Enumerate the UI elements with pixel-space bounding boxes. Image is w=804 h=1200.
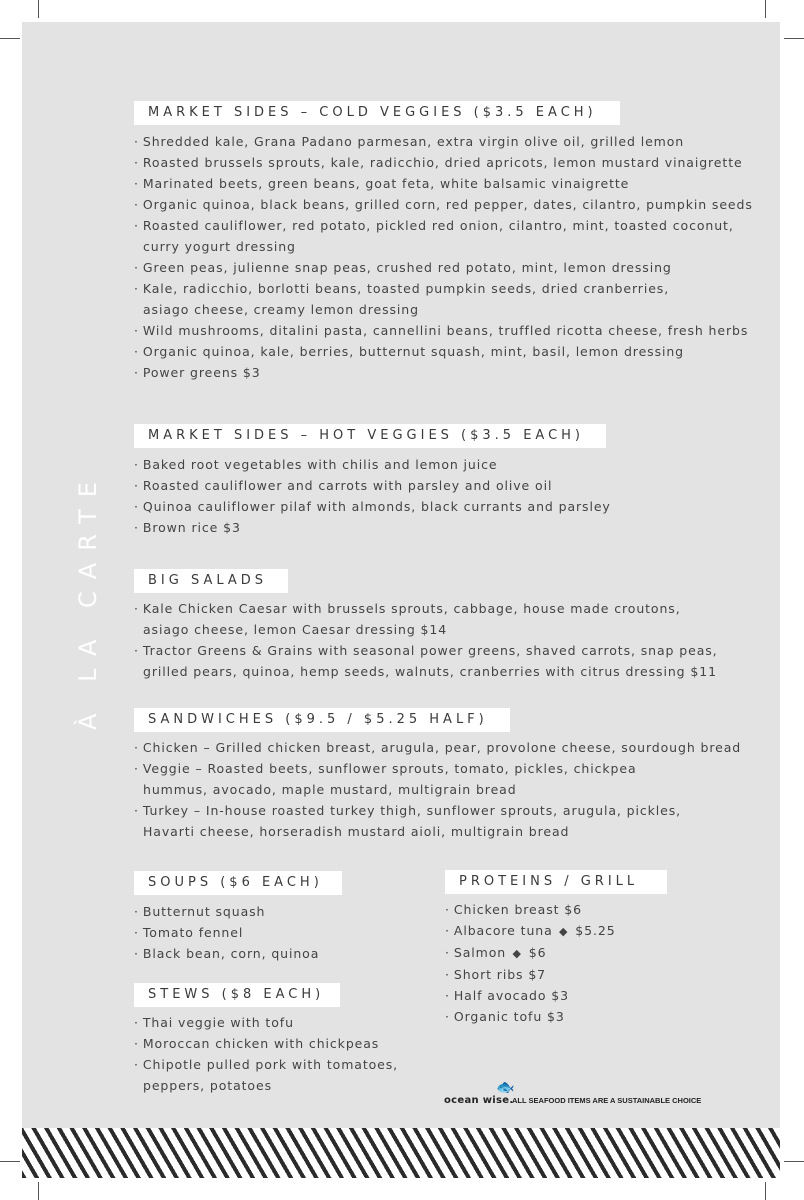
bullet: · [445,967,450,982]
menu-item [134,640,718,682]
menu-item [134,901,319,922]
protein-item [445,985,616,1006]
bullet: · [445,1009,450,1024]
list-stews [134,1012,398,1096]
menu-item-text: Turkey – In-house roasted turkey thigh, sunflower sprouts, arugula, pickles, [142,803,682,818]
menu-item [134,278,753,320]
bullet: · [134,740,139,755]
heading-hot-veggies: MARKET SIDES – HOT VEGGIES ($3.5 EACH) [134,424,606,448]
sustainable-note: ALL SEAFOOD ITEMS ARE A SUSTAINABLE CHOICE [512,1096,702,1105]
protein-item [445,942,616,964]
menu-item [134,737,741,758]
protein-name: Salmon [453,945,507,960]
list-hot-veggies [134,454,611,538]
protein-price: $6 [528,945,547,960]
menu-item-text: Chicken – Grilled chicken breast, arugula, pear, provolone cheese, sourdough bread [142,740,742,755]
menu-item-text-continued: curry yogurt dressing [143,239,296,254]
menu-item-text-continued: asiago cheese, creamy lemon dressing [143,302,419,317]
menu-item-text: Wild mushrooms, ditalini pasta, cannellini beans, truffled ricotta cheese, fresh herbs [142,323,749,338]
bullet: · [134,643,139,658]
bullet: · [445,945,450,960]
bullet: · [134,365,139,380]
bullet: · [134,344,139,359]
menu-item [134,173,753,194]
menu-item-text-continued: hummus, avocado, maple mustard, multigrain bread [143,782,517,797]
bullet: · [134,904,139,919]
list-soups [134,901,319,964]
bullet: · [134,478,139,493]
protein-price: $5.25 [575,923,616,938]
menu-item [134,922,319,943]
protein-price: $6 [564,902,583,917]
heading-sandwiches: SANDWICHES ($9.5 / $5.25 HALF) [134,708,510,732]
menu-item-text: Organic quinoa, kale, berries, butternut squash, mint, basil, lemon dressing [142,344,685,359]
bullet: · [445,988,450,1003]
crop-mark [784,1161,804,1162]
bullet: · [134,281,139,296]
bullet: · [134,155,139,170]
bullet: · [134,499,139,514]
menu-item-text: Roasted brussels sprouts, kale, radicchio, dried apricots, lemon mustard vinaigrette [142,155,743,170]
bullet: · [134,134,139,149]
menu-item-text: Black bean, corn, quinoa [142,946,320,961]
list-big-salads [134,598,718,682]
bullet: · [134,1057,139,1072]
protein-name: Chicken breast [453,902,560,917]
menu-item-text: Marinated beets, green beans, goat feta, white balsamic vinaigrette [142,176,630,191]
fish-icon: ◆ [508,947,522,960]
bullet: · [134,520,139,535]
menu-item [134,496,611,517]
bullet: · [134,803,139,818]
bullet: · [134,218,139,233]
list-proteins [445,899,616,1027]
menu-item-text: Kale, radicchio, borlotti beans, toasted pumpkin seeds, dried cranberries, [142,281,670,296]
menu-item-text: Kale Chicken Caesar with brussels sprouts, cabbage, house made croutons, [142,601,681,616]
heading-proteins-grill: PROTEINS / GRILL [445,870,667,894]
protein-price: $3 [547,1009,565,1024]
heading-soups: SOUPS ($6 EACH) [134,871,342,895]
menu-item-text: Shredded kale, Grana Padano parmesan, extra virgin olive oil, grilled lemon [142,134,685,149]
menu-item [134,1012,398,1033]
fish-icon: ◆ [554,925,569,938]
heading-big-salads: BIG SALADS [134,569,288,593]
menu-item-text: Butternut squash [142,904,266,919]
menu-item-text: Tomato fennel [142,925,244,940]
menu-item [134,362,753,383]
crop-mark [38,0,39,18]
menu-item-text: Quinoa cauliflower pilaf with almonds, black currants and parsley [142,499,611,514]
menu-item [134,215,753,257]
bullet: · [134,946,139,961]
menu-item-text: Chipotle pulled pork with tomatoes, [142,1057,399,1072]
menu-item [134,257,753,278]
menu-item-text: Moroccan chicken with chickpeas [142,1036,380,1051]
menu-item [134,341,753,362]
ocean-wise-logo-text: ocean wise. [444,1095,514,1106]
protein-name: Organic tofu [453,1009,543,1024]
crop-mark [0,1161,20,1162]
menu-item-text: Roasted cauliflower, red potato, pickled red onion, cilantro, mint, toasted coconut, [142,218,734,233]
menu-item-text: Power greens $3 [142,365,261,380]
menu-item-text: Veggie – Roasted beets, sunflower sprouts, tomato, pickles, chickpea [142,761,637,776]
menu-item-text: Brown rice $3 [142,520,241,535]
side-title: À LA CARTE [74,470,102,730]
bullet: · [445,902,450,917]
crop-mark [0,38,20,39]
bullet: · [134,323,139,338]
protein-item [445,899,616,920]
list-sandwiches [134,737,741,842]
bullet: · [134,925,139,940]
menu-item [134,598,718,640]
menu-item [134,1054,398,1096]
bullet: · [134,1015,139,1030]
menu-item-text: Organic quinoa, black beans, grilled corn, red pepper, dates, cilantro, pumpkin seeds [142,197,753,212]
protein-item [445,964,616,985]
menu-item [134,1033,398,1054]
bullet: · [134,761,139,776]
protein-name: Albacore tuna [453,923,553,938]
menu-item-text: Tractor Greens & Grains with seasonal power greens, shaved carrots, snap peas, [142,643,718,658]
bullet: · [134,1036,139,1051]
bullet: · [134,176,139,191]
bullet: · [134,197,139,212]
menu-item [134,517,611,538]
protein-item [445,920,616,942]
protein-name: Short ribs [453,967,524,982]
crop-mark [784,38,804,39]
ocean-wise-badge [444,1078,714,1108]
protein-price: $7 [528,967,547,982]
menu-item-text: Baked root vegetables with chilis and lemon juice [142,457,498,472]
heading-cold-veggies: MARKET SIDES – COLD VEGGIES ($3.5 EACH) [134,101,620,125]
bullet: · [134,601,139,616]
menu-item-text: Thai veggie with tofu [142,1015,294,1030]
menu-item-text-continued: peppers, potatoes [143,1078,272,1093]
menu-item-text-continued: Havarti cheese, horseradish mustard aioli, multigrain bread [143,824,570,839]
menu-item [134,943,319,964]
menu-item [134,320,753,341]
protein-name: Half avocado [453,988,547,1003]
menu-item [134,800,741,842]
menu-item [134,758,741,800]
list-cold-veggies [134,131,753,383]
menu-item-text-continued: grilled pears, quinoa, hemp seeds, walnuts, cranberries with citrus dressing $11 [143,664,717,679]
menu-item-text-continued: asiago cheese, lemon Caesar dressing $14 [143,622,448,637]
crop-mark [765,0,766,18]
protein-price: $3 [551,988,569,1003]
bullet: · [445,923,450,938]
menu-item [134,152,753,173]
menu-item-text: Roasted cauliflower and carrots with parsley and olive oil [142,478,553,493]
menu-item-text: Green peas, julienne snap peas, crushed red potato, mint, lemon dressing [142,260,672,275]
fish-logo-icon: 🐟 [496,1078,515,1096]
bullet: · [134,457,139,472]
crop-mark [38,1182,39,1200]
crop-mark [765,1182,766,1200]
menu-item [134,131,753,152]
menu-item [134,475,611,496]
protein-item [445,1006,616,1027]
heading-stews: STEWS ($8 EACH) [134,983,340,1007]
striped-footer-band [22,1128,780,1178]
menu-item [134,454,611,475]
bullet: · [134,260,139,275]
menu-item [134,194,753,215]
